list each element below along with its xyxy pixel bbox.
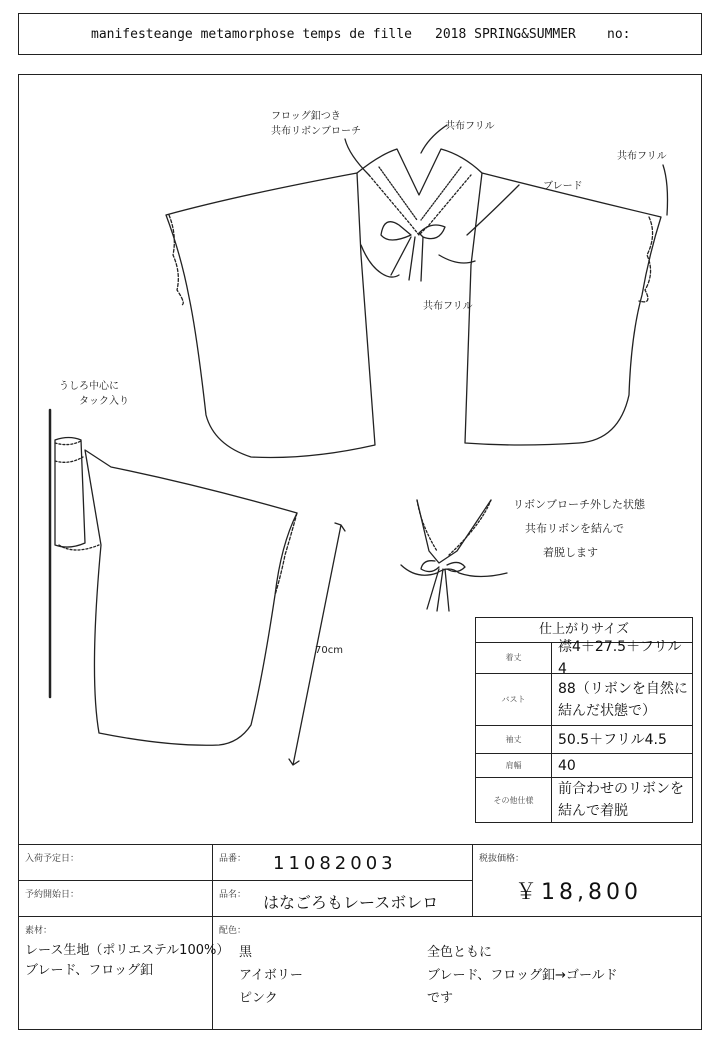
color-cell: 配色： 黒 アイボリー ピンク 全色ともに ブレード、フロッグ釦→ゴールド です	[213, 917, 701, 1029]
brooch-off-note: リボンブローチ外した状態 共布リボンを結んで 着脱します	[513, 498, 645, 559]
size-row-bust: バスト 88（リボンを自然に結んだ状態で）	[476, 674, 692, 726]
back-view-sketch	[50, 410, 345, 765]
season-label: 2018 SPRING&SUMMER	[435, 27, 576, 42]
size-row-shoulder: 肩幅 40	[476, 754, 692, 778]
item-number-cell: 品番： 11082003	[213, 845, 473, 881]
length-note: 70cm	[315, 645, 343, 656]
price-cell: 税抜価格： ￥18,800	[473, 845, 701, 917]
back-tuck-note: うしろ中心に タック入り	[59, 381, 129, 407]
front-view-sketch	[166, 149, 661, 458]
color-note: 全色ともに ブレード、フロッグ釦→ゴールド です	[427, 945, 618, 1006]
brand-name: manifesteange metamorphose temps de fille	[91, 27, 412, 42]
header-bar	[18, 13, 702, 55]
product-info-grid	[18, 844, 702, 1030]
size-row-length: 着丈 襟4＋27.5＋フリル4	[476, 642, 692, 674]
reservation-date-cell: 予約開始日：	[19, 881, 213, 917]
front-frill-note: 共布フリル	[423, 301, 473, 312]
size-table-title: 仕上がりサイズ	[476, 618, 692, 643]
finished-size-table	[475, 617, 693, 823]
arrival-date-cell: 入荷予定日：	[19, 845, 213, 881]
brooch-note: フロッグ釦つき 共布リボンブローチ	[271, 111, 361, 137]
size-row-other: その他仕様 前合わせのリボンを結んで着脱	[476, 778, 692, 822]
collar-frill-note: 共布フリル	[445, 121, 495, 132]
price: ￥18,800	[515, 880, 642, 905]
item-name-cell: 品名： はなごろもレースボレロ	[213, 881, 473, 917]
item-number: 11082003	[273, 853, 397, 874]
design-drawing-area	[18, 74, 702, 844]
color-list: 黒 アイボリー ピンク	[239, 945, 303, 1006]
number-label: no:	[607, 27, 631, 42]
brooch-removed-detail	[401, 500, 507, 611]
size-row-sleeve: 袖丈 50.5＋フリル4.5	[476, 726, 692, 754]
braid-note: ブレード	[543, 181, 583, 192]
item-name: はなごろもレースボレロ	[263, 893, 439, 912]
sleeve-frill-note: 共布フリル	[617, 151, 667, 162]
material-cell: 素材： レース生地（ポリエステル100%） ブレード、フロッグ釦	[19, 917, 213, 1029]
